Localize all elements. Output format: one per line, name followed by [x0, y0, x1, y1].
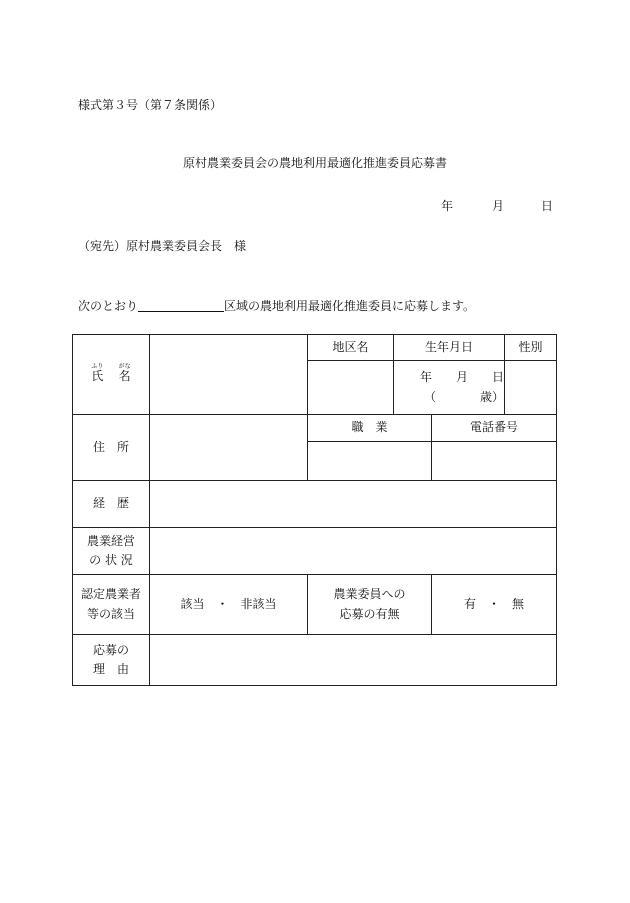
date-month-label: 月 [492, 199, 505, 213]
reason-label: 応募の 理 由 [92, 642, 129, 676]
date-day-label: 日 [541, 199, 554, 213]
form-title: 原村農業委員会の農地利用最適化推進委員応募書 [182, 156, 447, 170]
reason-field[interactable] [150, 635, 556, 685]
intro-after: 区域の農地利用最適化推進委員に応募します。 [224, 299, 476, 313]
intro-sentence [78, 297, 475, 314]
district-header: 地区名 [332, 339, 369, 354]
committee-application-label: 農業委員への 応募の有無 [333, 587, 406, 621]
farm-status-label: 農業経営 の 状 況 [86, 533, 135, 567]
occupation-field[interactable] [308, 442, 431, 480]
gender-field[interactable] [505, 361, 556, 414]
certified-farmer-label: 認定農業者 等の該当 [80, 587, 141, 621]
birthdate-header: 生年月日 [424, 339, 473, 354]
name-field[interactable] [150, 335, 307, 414]
form-number: 様式第３号（第７条関係） [78, 98, 223, 112]
birth-ymd: 年 月 日 [419, 370, 504, 385]
occupation-header: 職 業 [351, 420, 388, 435]
intro-before: 次のとおり [78, 299, 139, 313]
district-blank[interactable] [138, 299, 224, 312]
certified-farmer-options[interactable]: 該当 ・ 非該当 [180, 596, 277, 611]
address-label: 住 所 [92, 439, 129, 454]
birthdate-field[interactable] [394, 361, 504, 414]
farm-status-field[interactable] [150, 528, 556, 574]
date-year-label: 年 [441, 199, 454, 213]
phone-field[interactable] [432, 442, 556, 480]
name-label [73, 335, 149, 414]
address-field[interactable] [150, 415, 307, 480]
name-char-1: 氏ふり [91, 362, 104, 383]
career-field[interactable] [150, 481, 556, 527]
career-label: 経 歴 [92, 496, 129, 511]
age-field: （ 歳） [424, 389, 504, 404]
addressee: （宛先）原村農業委員会長 様 [78, 239, 247, 253]
district-field[interactable] [308, 361, 393, 414]
phone-header: 電話番号 [469, 420, 518, 435]
committee-application-options[interactable]: 有 ・ 無 [463, 596, 524, 611]
gender-header: 性別 [518, 339, 543, 354]
name-char-2: 名がな [118, 362, 131, 383]
